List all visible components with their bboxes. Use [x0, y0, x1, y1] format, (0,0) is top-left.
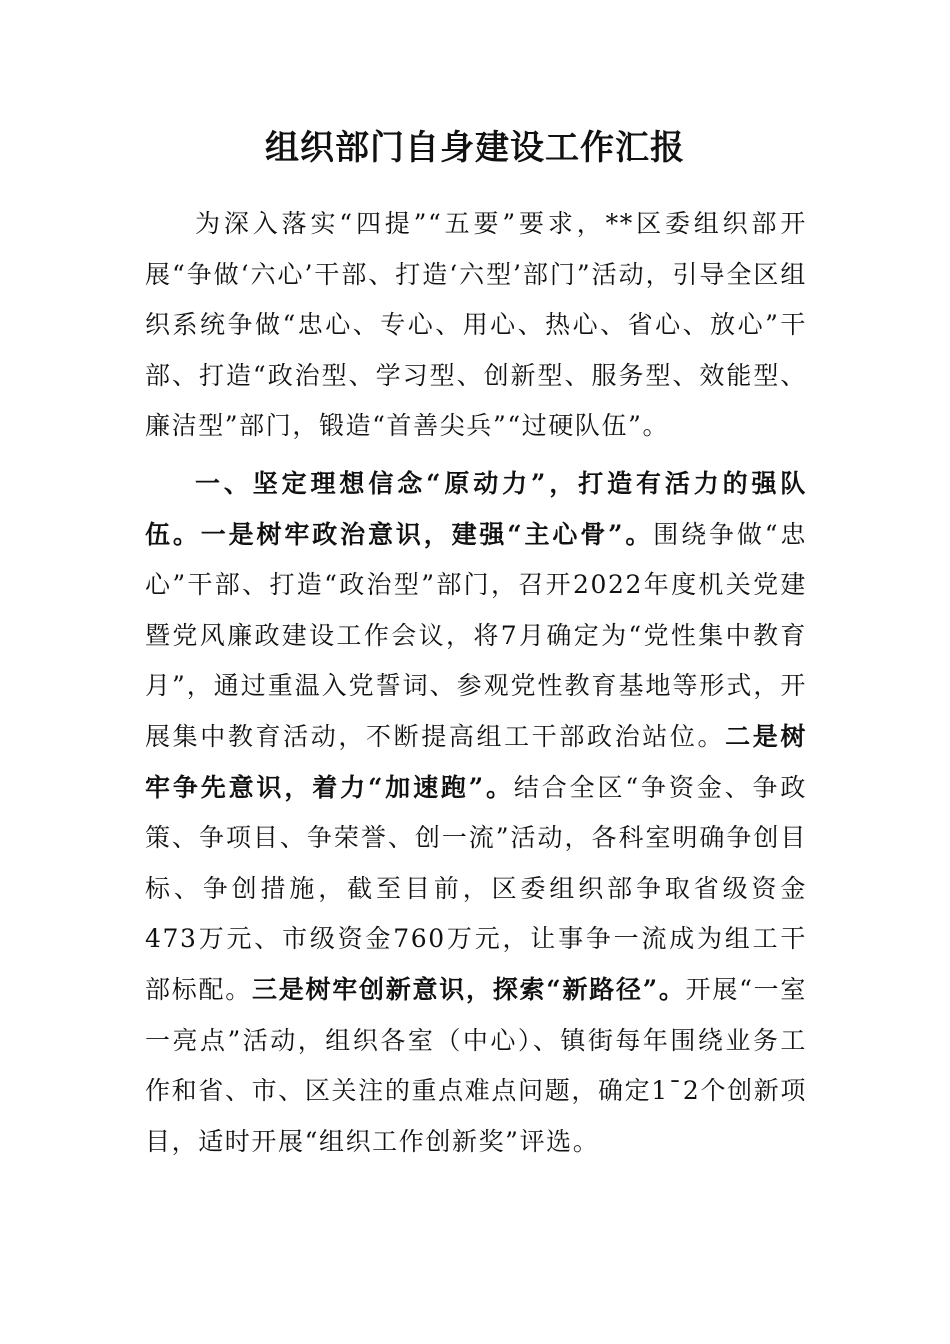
item-2-text: 结合全区“争资金、争政策、争项目、争荣誉、创一流”活动，各科室明确争创目标、争创措施，截至目前，区委组织部争取省级资金473万元、市级资金760万元，让事争一流成为组工干部标配。	[145, 772, 807, 1004]
item-3-text: 开展“一室一亮点”活动，组织各室（中心）、镇街每年围绕业务工作和省、市、区关注的重点难点问题，确定1¯2个创新项目，适时开展“组织工作创新奖”评选。	[145, 974, 807, 1156]
item-3-lead: 三是树牢创新意识，探索“新路径”。	[252, 974, 686, 1004]
document-title: 组织部门自身建设工作汇报	[265, 128, 685, 168]
item-1-text: 围绕争做“忠心”干部、打造“政治型”部门，召开2022年度机关党建暨党风廉政建设工作会议，将7月确定为“党性集中教育月”，通过重温入党誓词、参观党性教育基地等形式，开展集中教育活动，不断提高组工干部政治站位。	[145, 519, 808, 751]
section-1-paragraph	[145, 459, 807, 1167]
intro-paragraph: 为深入落实“四提”“五要”要求，**区委组织部开展“争做‘六心’干部、打造‘六型’部门”活动，引导全区组织系统争做“忠心、专心、用心、热心、省心、放心”干部、打造“政治型、学习型、创新型、服务型、效能型、廉洁型”部门，锻造“首善尖兵”“过硬队伍”。	[145, 209, 807, 441]
item-1-lead: 一是树牢政治意识，建强“主心骨”。	[200, 519, 654, 549]
section-1-heading: 一、坚定理想信念“原动力”，打造有活力的强队伍。	[145, 468, 807, 549]
item-2-lead: 二是树牢争先意识，着力“加速跑”。	[145, 721, 807, 802]
document-body	[145, 199, 807, 1167]
